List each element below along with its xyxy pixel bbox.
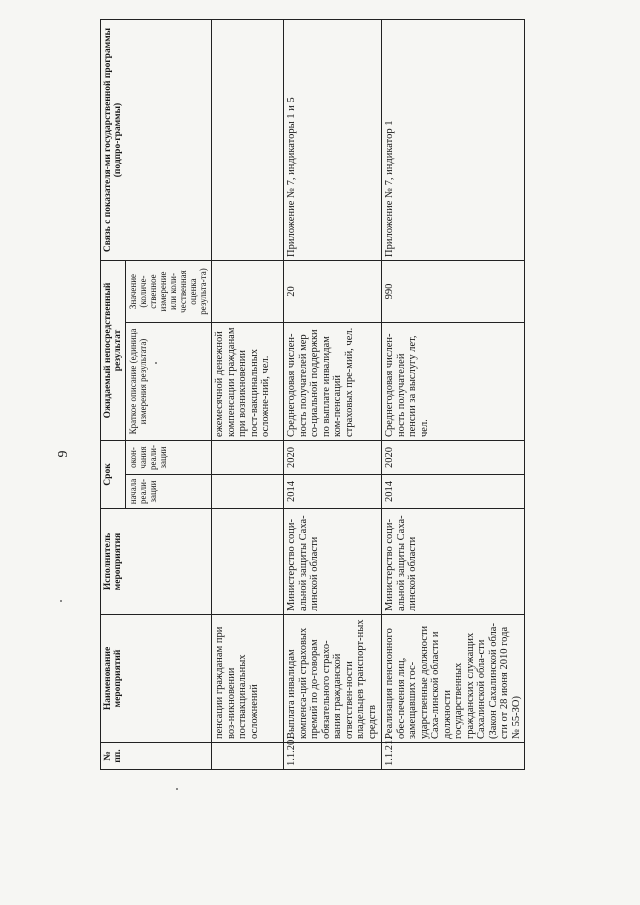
cell-executor: Министерство соци-альной защиты Саха-линской области [284, 509, 382, 615]
scan-speck [176, 788, 178, 790]
cell-name: Реализация пенсионного обес-печения лиц, замещавших гос-ударственные должности Саха-линской области и должности государственных гражданских служащих Сахалинской обла-сти (Закон Сахалинской обла-сти от 28 июня 2010 года № 55-ЗО) [382, 615, 525, 743]
cell-name: Выплата инвалидам компенса-ций страховых премий по до-говорам обязательного страхо-вания гражданской ответствен-ности владельцев транспорт-ных средств [284, 615, 382, 743]
measures-table [100, 19, 525, 770]
header-result: Ожидаемый непосредственный результат [101, 261, 126, 441]
header-term-end: окон-чания реали-зации [126, 441, 212, 475]
cell-desc: Среднегодовая числен-ность получателей мер со-циальной поддержки по выплате инвалидам ком-пенсаций страховых пре-мий, чел. [284, 323, 382, 441]
table-row [284, 20, 382, 770]
cell-link [212, 20, 284, 261]
cell-executor: Министерство соци-альной защиты Саха-линской области [382, 509, 525, 615]
cell-end: 2020 [284, 441, 382, 475]
cell-num [212, 743, 284, 770]
cell-end [212, 441, 284, 475]
cell-end: 2020 [382, 441, 525, 475]
header-result-value: Значение (количе-ственное измерение или коли-чественная оценка результа-та) [126, 261, 212, 323]
header-term: Срок [101, 441, 126, 509]
header-link: Связь с показателя-ми государственной программы (подпро-граммы) [101, 20, 212, 261]
rotated-table-container [100, 20, 522, 770]
cell-start: 2014 [284, 475, 382, 509]
header-name: Наименование мероприятий [101, 615, 212, 743]
header-num: № пп. [101, 743, 212, 770]
cell-name: пенсации гражданам при воз-никновении поствакцинальных осложнений [212, 615, 284, 743]
scan-speck [60, 600, 62, 602]
cell-num: 1.1.20. [284, 743, 382, 770]
header-executor: Исполнитель мероприятия [101, 509, 212, 615]
cell-desc: ежемесячной денежной компенсации гражданам при возникновении пост-вакцинальных осложне-ний, чел. [212, 323, 284, 441]
cell-link: Приложение № 7, индикаторы 1 и 5 [284, 20, 382, 261]
cell-value: 990 [382, 261, 525, 323]
header-term-start: начала реали-зации [126, 475, 212, 509]
cell-start [212, 475, 284, 509]
cell-value [212, 261, 284, 323]
rotated-table-sheet [100, 20, 522, 770]
table-row [382, 20, 525, 770]
cell-start: 2014 [382, 475, 525, 509]
cell-desc: Среднегодовая числен-ность получателей пенсии за выслугу лет, чел. [382, 323, 525, 441]
header-result-desc: Краткое описание (единица измерения результата) [126, 323, 212, 441]
cell-num: 1.1.21. [382, 743, 525, 770]
cell-executor [212, 509, 284, 615]
table-row [212, 20, 284, 770]
page-number: 9 [56, 450, 71, 458]
cell-value: 20 [284, 261, 382, 323]
cell-link: Приложение № 7, индикатор 1 [382, 20, 525, 261]
